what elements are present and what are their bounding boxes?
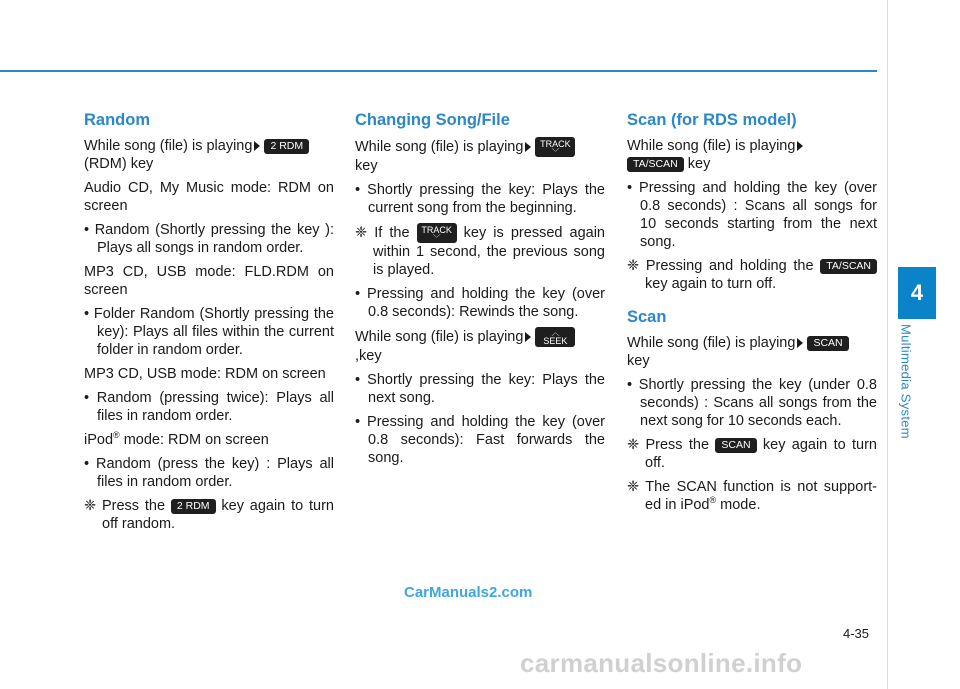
- paragraph: [627, 137, 877, 173]
- text: iPod: [84, 432, 114, 448]
- rdm-key-icon: 2 RDM: [264, 139, 309, 154]
- list-item: • Shortly pressing the key: Plays the current song from the beginning.: [355, 182, 605, 216]
- paragraph: MP3 CD, USB mode: FLD.RDM on screen: [84, 264, 334, 298]
- key-label: TRACK: [421, 224, 452, 235]
- text: ❈ Press the: [627, 437, 716, 453]
- key-label: SEEK: [543, 335, 568, 346]
- text: key is pressed again within 1 second, the previous song is played.: [373, 224, 605, 278]
- play-arrow-icon: [797, 338, 803, 348]
- note: [627, 436, 877, 472]
- list-item: • Pressing and holding the key (over 0.8 seconds): Fast forwards the song.: [355, 414, 605, 466]
- text: key: [355, 158, 378, 174]
- text: While song (file) is playing: [84, 138, 253, 154]
- text: (RDM) key: [84, 156, 154, 172]
- text: key again to turn off.: [645, 276, 777, 292]
- chevron-down-icon: ﹀: [551, 147, 560, 157]
- list-item: • Random (Shortly pressing the key ): Plays all songs in random order.: [84, 222, 334, 256]
- text: ❈ Pressing and holding the: [627, 258, 821, 274]
- key-label: TRACK: [540, 138, 571, 149]
- text: key: [627, 353, 650, 369]
- play-arrow-icon: [525, 332, 531, 342]
- heading-scan-rds: Scan (for RDS model): [627, 111, 797, 129]
- paragraph: MP3 CD, USB mode: RDM on screen: [84, 366, 326, 382]
- chevron-up-icon: ︿: [551, 327, 560, 337]
- heading-scan: Scan: [627, 308, 667, 326]
- paragraph: [84, 137, 334, 173]
- text: While song (file) is playing: [627, 335, 796, 351]
- track-key-icon: [535, 137, 575, 157]
- text: ,key: [355, 348, 382, 364]
- note: [627, 478, 877, 514]
- scan-key-icon: SCAN: [715, 438, 756, 453]
- chevron-down-icon: ﹀: [432, 233, 441, 243]
- paragraph: [627, 334, 877, 370]
- text: mode.: [716, 497, 761, 513]
- text: key: [683, 156, 711, 172]
- paragraph: [355, 327, 605, 365]
- text: ❈ If the: [355, 224, 417, 241]
- list-item: • Pressing and holding the key (over 0.8 seconds) : Scans all songs for 10 seconds starting from the next song.: [627, 180, 877, 250]
- paragraph: [84, 431, 334, 449]
- watermark-link[interactable]: CarManuals2.com: [404, 584, 533, 601]
- ta-scan-key-icon: TA/SCAN: [627, 157, 684, 172]
- registered-mark: ®: [113, 430, 120, 441]
- text: key again to turn off random.: [102, 498, 334, 532]
- list-item: • Folder Random (Shortly pressing the key): Plays all files within the current folder in random order.: [84, 306, 334, 358]
- play-arrow-icon: [797, 141, 803, 151]
- note: [627, 257, 877, 293]
- chapter-tab: 4: [898, 267, 936, 319]
- text: key again to turn off.: [645, 437, 877, 471]
- text: While song (file) is playing: [355, 328, 524, 345]
- play-arrow-icon: [254, 141, 260, 151]
- list-item: • Random (pressing twice): Plays all files in random order.: [84, 390, 334, 424]
- section-title: Multimedia System: [898, 324, 914, 439]
- play-arrow-icon: [525, 142, 531, 152]
- heading-random: Random: [84, 111, 150, 129]
- column-changing-song: [355, 110, 605, 473]
- paragraph: [355, 137, 605, 175]
- track-key-icon: [417, 223, 457, 243]
- paragraph: Audio CD, My Music mode: RDM on screen: [84, 180, 334, 214]
- list-item: • Shortly pressing the key: Plays the next song.: [355, 372, 605, 406]
- ta-scan-key-icon: TA/SCAN: [820, 259, 877, 274]
- side-rule: [887, 0, 888, 689]
- text: mode: RDM on screen: [119, 432, 269, 448]
- header-rule: [0, 70, 877, 72]
- text: ❈ Press the: [84, 498, 171, 514]
- footer-watermark: carmanualsonline.info: [520, 648, 803, 678]
- note: [84, 497, 334, 533]
- registered-mark: ®: [709, 495, 717, 506]
- rdm-key-icon: 2 RDM: [171, 499, 216, 514]
- list-item: • Pressing and holding the key (over 0.8 seconds): Rewinds the song.: [355, 286, 605, 320]
- column-scan: [627, 110, 877, 520]
- scan-key-icon: SCAN: [807, 336, 848, 351]
- list-item: • Shortly pressing the key (under 0.8 seconds) : Scans all songs from the next song for 10 seconds each.: [627, 377, 877, 429]
- text: ❈ The SCAN function is not support-ed in iPod: [627, 479, 877, 513]
- column-random: [84, 110, 334, 539]
- text: While song (file) is playing: [355, 138, 524, 155]
- seek-key-icon: [535, 327, 575, 347]
- heading-changing-song: Changing Song/File: [355, 111, 510, 129]
- text: While song (file) is playing: [627, 138, 796, 154]
- list-item: • Random (press the key) : Plays all files in random order.: [84, 456, 334, 490]
- page-number: 4-35: [843, 626, 870, 641]
- note: [355, 223, 605, 279]
